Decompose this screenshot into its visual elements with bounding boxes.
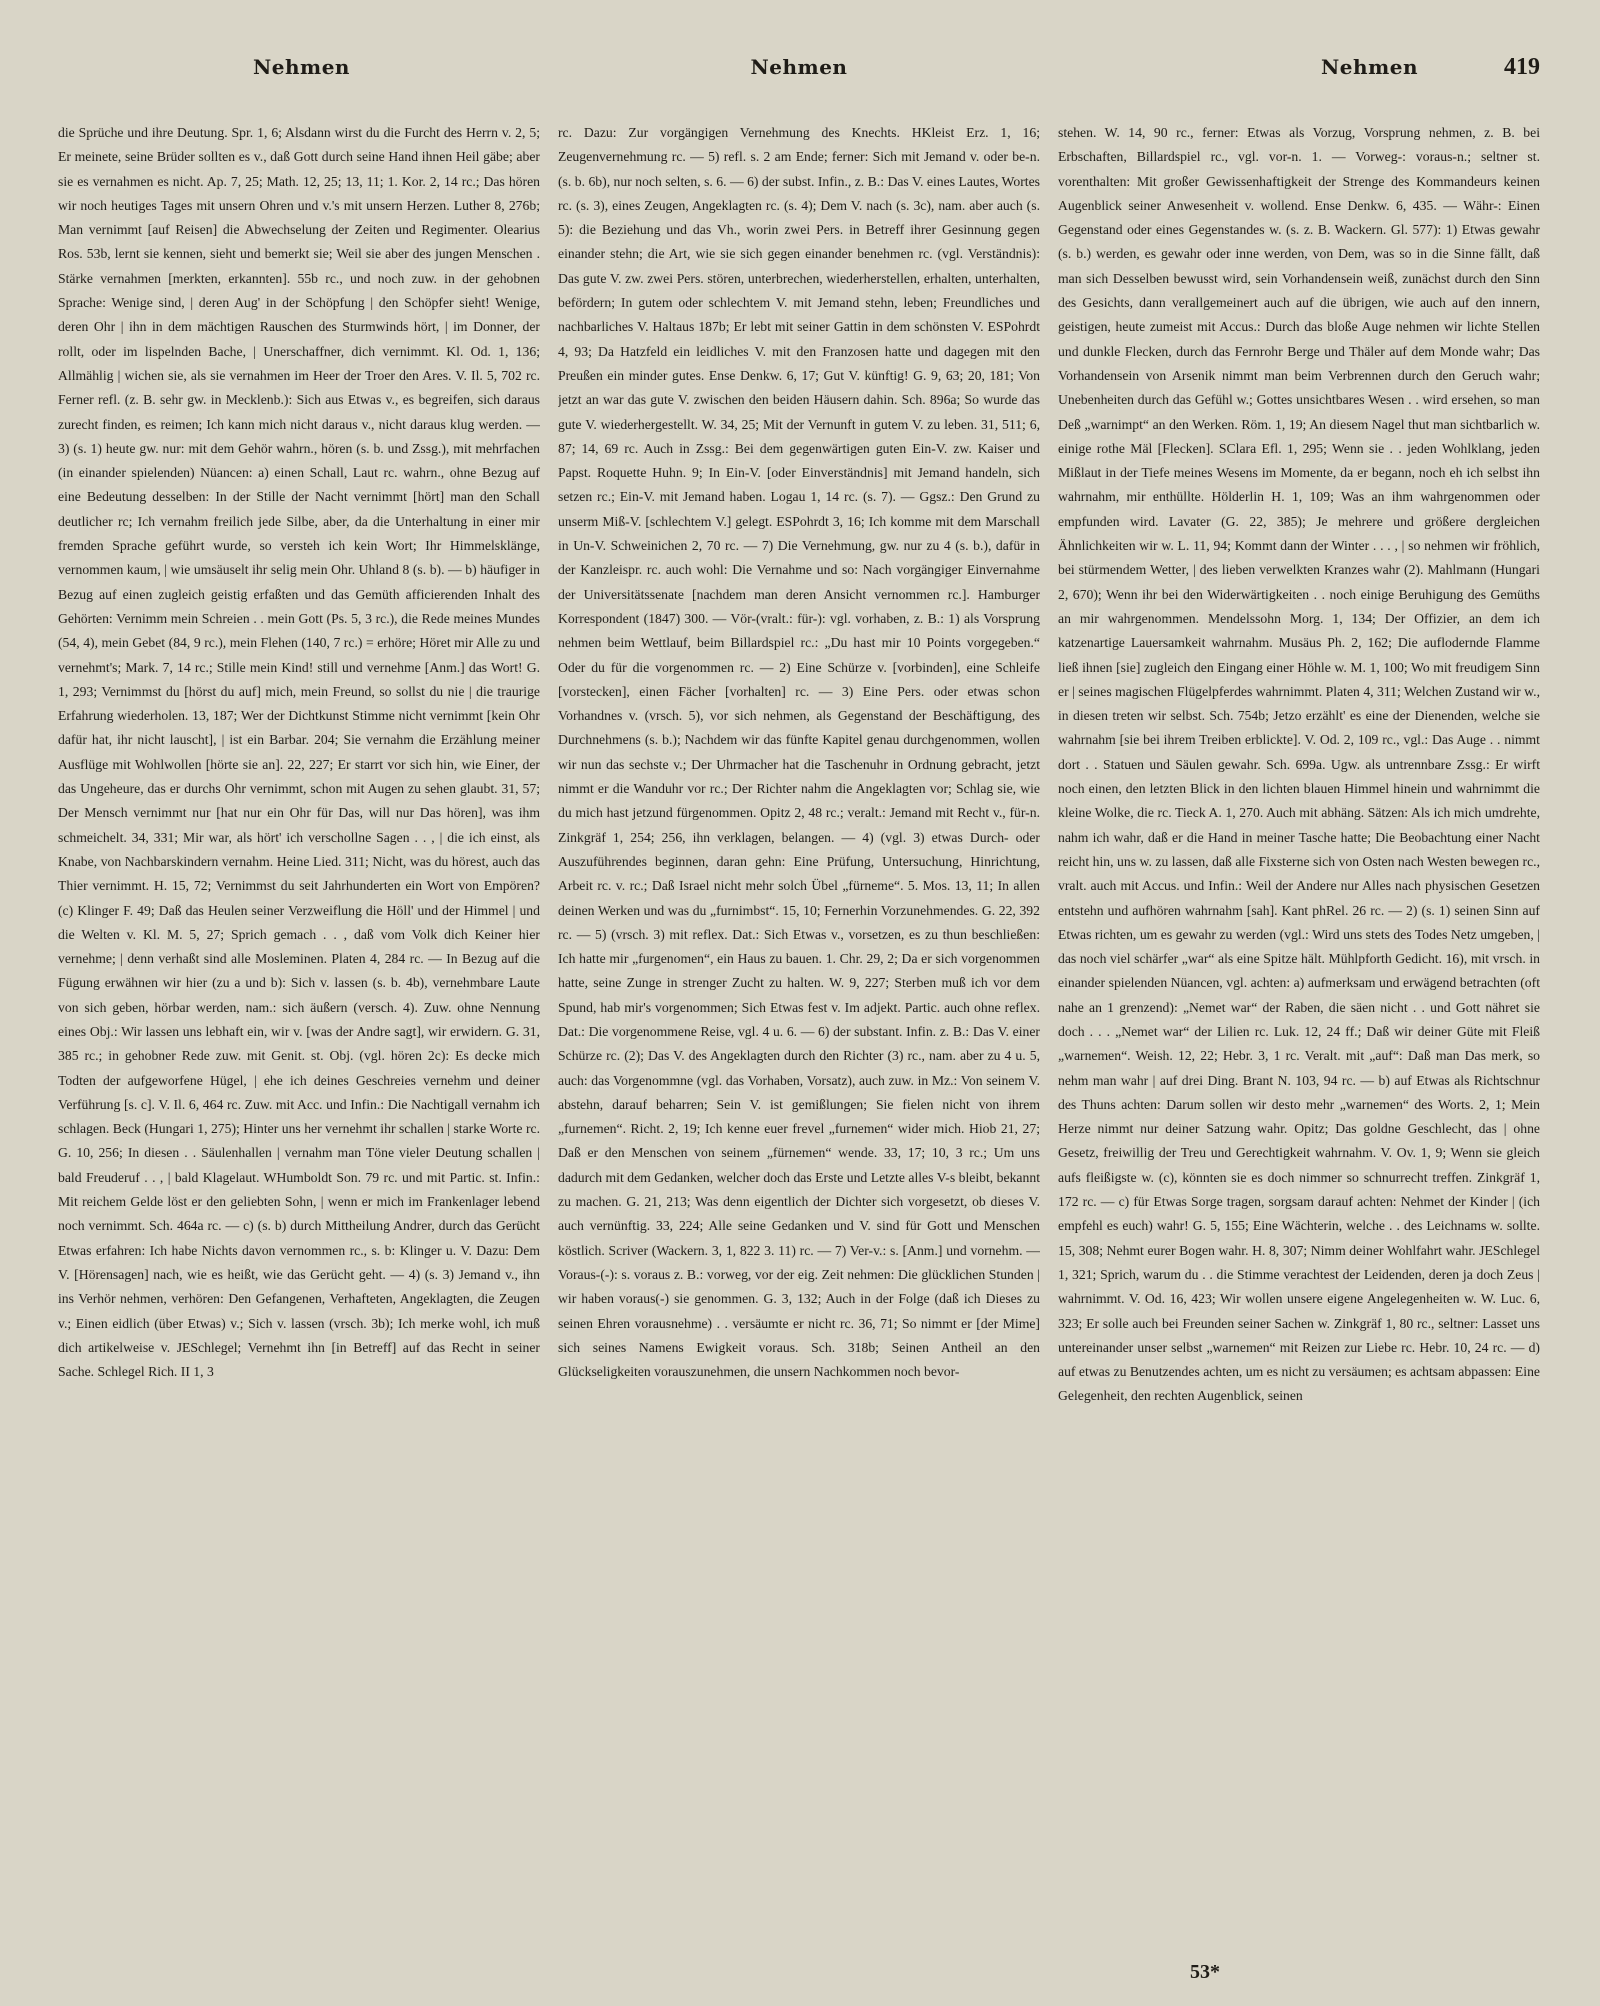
column-1-text: die Sprüche und ihre Deutung. Spr. 1, 6; Alsdann wirst du die Furcht des Herrn v. 2, 5; Er meinete, seine Brüder sollten es v., daß Gott durch seine Hand ihnen Heil gäbe; aber sie es vernahmen es nicht. Ap. 7, 25; Math. 12, 25; 13, 11; 1. Kor. 2, 14 rc.; Das hören wir noch heutiges Tages mit unsern Ohren und v.'s mit unsern Herzen. Luther 8, 276b; Man vernimmt [auf Reisen] die Abwechselung der Zeiten und Regimenter. Olearius Ros. 53b, lernt sie kennen, sieht und bemerkt sie; Weil sie aber des jungen Menschen . Stärke vernahmen [merkten, erkannten]. 55b rc., und noch zuw. in der gehobnen Sprache: Wenige sind, | deren Aug' in der Schöpfung | den Schöpfer sieht! Wenige, deren Ohr | ihn in dem mächtigen Rauschen des Sturmwinds hört, | im Donner, der rollt, oder im lispelnden Bache, | Unerschaffner, dich vernimmt. Kl. Od. 1, 136; Allmählig | wichen sie, als sie vernahmen im Heer der Troer den Ares. V. Il. 5, 702 rc. Ferner refl. (z. B. sehr gw. in Mecklenb.): Sich aus Etwas v., es begreifen, sich daraus zurecht finden, es reimen; Ich kann mich nicht daraus v., nicht daraus klug werden. — 3) (s. 1) heute gw. nur: mit dem Gehör wahrn., hören (s. b. und Zssg.), mit mehrfachen (in einander spielenden) Nüancen: a) einen Schall, Laut rc. wahrn., ohne Bezug auf eine Bedeutung desselben: In der Stille der Nacht vernimmt [hört] man den Schall deutlicher rc; Ich vernahm freilich jede Silbe, aber, da die Unterhaltung in einer mir fremden Sprache geführt wurde, so versteh ich kein Wort; Ihr Himmelsklänge, vernommen kaum, | wie umsäuselt ihr selig mein Ohr. Uhland 8 (s. b). — b) häufiger in Bezug auf einen zugleich geistig erfaßten und das Gemüth afficierenden Inhalt des Gehörten: Vernimm mein Schreien . . mein Gott (Ps. 5, 3 rc.), die Rede meines Mundes (54, 4), mein Gebet (84, 9 rc.), mein Flehen (140, 7 rc.) = erhöre; Höret mir Alle zu und vernehmt's; Mark. 7, 14 rc.; Stille mein Kind! still und vernehme [Anm.] das Wort! G. 1, 293; Vernimmst du [hörst du auf] mich, mein Freund, so sollst du nie | die traurige Erfahrung wiederholen. 13, 187; Wer der Dichtkunst Stimme nicht vernimmt [kein Ohr dafür hat, ihr nicht lauscht], | ist ein Barbar. 204; Sie vernahm die Erzählung meiner Ausflüge mit Wohlwollen [hörte sie an]. 22, 227; Er starrt vor sich hin, wie Einer, der das Ungeheure, das er durchs Ohr vernimmt, schon mit Augen zu sehen glaubt. 31, 57; Der Mensch vernimmt nur [hat nur ein Ohr für Das, will nur Das hören], was ihm schmeichelt. 34, 331; Mir war, als hört' ich verschollne Sagen . . , | die ich einst, als Knabe, von Nachbarskindern vernahm. Heine Lied. 311; Nicht, was du hörest, auch das Thier vernimmt. H. 15, 72; Vernimmst du seit Jahrhunderten ein Wort von Empören? (c) Klinger F. 49; Daß das Heulen seiner Verzweiflung die Höll' und der Himmel | und die Welten v. Kl. M. 5, 27; Sprich gemach . . , daß vom Volk dich Keiner hier vernehme; | denn verhaßt sind alle Mosleminen. Platen 4, 284 rc. — In Bezug auf die Fügung erwähnen wir hier (zu a und b): Sich v. lassen (s. b. 4b), vernehmbare Laute von sich geben, hörbar werden, nam.: sich äußern (versch. 4). Zuw. ohne Nennung eines Obj.: Wir lassen uns lebhaft ein, wir v. [was der Andre sagt], wir erwidern. G. 31, 385 rc.; in gehobner Rede zuw. mit Genit. st. Obj. (vgl. hören 2c): Es decke mich Todten der aufgeworfene Hügel, | ehe ich deines Geschreies vernehm und deiner Verführung [s. c]. V. Il. 6, 464 rc. Zuw. mit Acc. und Infin.: Die Nachtigall vernahm ich schlagen. Beck (Hungari 1, 275); Hinter uns her vernehmt ihr schallen | starke Worte rc. G. 10, 256; In diesen . . Säulenhallen | vernahm man Töne vieler Deutung schallen | bald Freuderuf . . , | bald Klagelaut. WHumboldt Son. 79 rc. und mit Partic. st. Infin.: Mit reichem Gelde löst er den geliebten Sohn, | wenn er mich im Frankenlager lebend noch vernimmt. Sch. 464a rc. — c) (s. b) durch Mittheilung Andrer, durch das Gerücht Etwas erfahren: Ich habe Nichts davon vernommen rc., s. b: Klinger u. V. Dazu: Dem V. [Hörensagen] nach, wie es heißt, wie das Gerücht geht. — 4) (s. 3) Jemand v., ihn ins Verhör nehmen, verhören: Den Gefangenen, Verhafteten, Angeklagten, die Zeugen v.; Einen eidlich (über Etwas) v.; Sich v. lassen (vrsch. 3b); Ich merke wohl, ich muß dich artikelweise v. JESchlegel; Vernehmt ihn [in Betreff] auf das Recht in seiner Sache. Schlegel Rich. II 1, 3 (58, 125, 540, 1380)
header-right-word: Nehmen (1321, 55, 1418, 79)
page-header (58, 54, 1540, 81)
header-right (1046, 54, 1540, 81)
column-2 (558, 121, 1040, 1921)
column-3-text: stehen. W. 14, 90 rc., ferner: Etwas als Vorzug, Vorsprung nehmen, z. B. bei Erbschaften, Billardspiel rc., vgl. vor-n. 1. — Vorweg-: voraus-n.; seltner st. vorenthalten: Mit großer Gewissenhaftigkeit der Strenge des Kommandeurs keinen Augenblick seiner Anwesenheit v. wollend. Ense Denkw. 6, 435. — Währ-: Einen Gegenstand oder eines Gegenstandes w. (s. z. B. Wackern. Gl. 577): 1) Etwas gewahr (s. b.) werden, es gewahr oder inne werden, von Dem, was so in die Sinne fällt, daß man sich Desselben bewusst wird, sein Vorhandensein weiß, zunächst durch den Sinn des Gesichts, dann verallgemeinert auch auf die übrigen, wie auch auf den innern, geistigen, heute zumeist mit Accus.: Durch das bloße Auge nehmen wir lichte Stellen und dunkle Flecken, durch das Fernrohr Berge und Thäler auf dem Monde wahr; Das Vorhandensein von Arsenik nimmt man beim Verbrennen durch den Geruch wahr; Unebenheiten durch das Gefühl w.; Gottes unsichtbares Wesen . . wird ersehen, so man Deß „warnimpt“ an den Werken. Röm. 1, 19; An diesem Nagel thut man sichtbarlich w. einige rothe Mäl [Flecken]. SClara Efl. 1, 295; Wenn sie . . jeden Wohlklang, jeden Mißlaut in der Tiefe meines Wesens im Momente, da er begann, noch eh ich selbst ihn wahrnahm, mir enthüllte. Hölderlin H. 1, 109; Was an ihm wahrgenommen oder empfunden wird. Lavater (G. 22, 385); Je mehrere und größere dergleichen Ähnlichkeiten wir w. L. 11, 94; Kommt dann der Winter . . . , | so nehmen wir fröhlich, bei stürmendem Wetter, | des lieben verwelkten Kranzes wahr (2). Mahlmann (Hungari 2, 670); Wenn ihr bei den Widerwärtigkeiten . . noch einige Beruhigung des Gemüths an mir wahrgenommen. Mendelssohn Morg. 1, 134; Der Offizier, an dem ich katzenartige Lauersamkeit wahrnahm. Musäus Ph. 2, 162; Die auflodernde Flamme ließ ihnen [sie] zugleich den Eingang einer Höhle w. M. 1, 100; Wo mit freudigem Sinn er | seines magischen Flügelpferdes wahrnimmt. Platen 4, 311; Welchen Zustand wir w., in diesen treten wir selbst. Sch. 754b; Jetzo erzählt' es eine der Dienenden, welche sie wahrnahm [sie bei ihrem Treiben erblickte]. V. Od. 2, 109 rc., vgl.: Das Auge . . nimmt dort . . Statuen und Säulen gewahr. Sch. 699a. Ugw. als untrennbare Zssg.: Er wirft noch einen, den letzten Blick in den lichten blauen Himmel hinein und wahrnimmt die kleine Wolke, die rc. Tieck A. 1, 270. Auch mit abhäng. Sätzen: Als ich mich umdrehte, nahm ich wahr, daß er die Hand in meiner Tasche hatte; Die Beobachtung einer Nacht reicht hin, uns w. zu lassen, daß alle Fixsterne sich von Osten nach Westen bewegen rc., vralt. auch mit Accus. und Infin.: Weil der Andere nur Alles nach physischen Gesetzen entstehn und aufhören wahrnahm [sah]. Kant phRel. 26 rc. — 2) (s. 1) seinen Sinn auf Etwas richten, um es gewahr zu werden (vgl.: Wird uns stets des Todes Netz umgeben, | das noch viel schärfer „war“ als eine Spitze hält. Mühlpforth Gedicht. 16), mit vrsch. in einander spielenden Nüancen, vgl. achten: a) aufmerksam und erwägend betrachten (oft nahe an 1 grenzend): „Nemet war“ der Raben, die säen nicht . . und Gott nähret sie doch . . . „Nemet war“ der Lilien rc. Luk. 12, 24 ff.; Daß wir deiner Güte mit Fleiß „warnemen“. Weish. 12, 22; Hebr. 3, 1 rc. Veralt. mit „auf“: Daß man Das merk, so nehm man wahr | auf drei Ding. Brant N. 103, 94 rc. — b) auf Etwas als Richtschnur des Thuns achten: Darum sollen wir desto mehr „warnemen“ des Worts. 2, 1; Mein Herze nimmt nur deiner Satzung wahr. Opitz; Das goldne Geschlecht, das | ohne Gesetz, freiwillig der Treu und Gerechtigkeit wahrnahm. V. Ov. 1, 9; Wenn sie gleich aufs fleißigste w. (c), könnten sie es doch nimmer so schnurrecht treffen. Zinkgräf 1, 172 rc. — c) für Etwas Sorge tragen, sorgsam darauf achten: Nehmet der Kinder | (ich empfehl es euch) wahr! G. 5, 155; Eine Wächterin, welche . . des Leichnams w. sollte. 15, 308; Nehmt eurer Bogen wahr. H. 8, 307; Nimm deiner Wohlfahrt wahr. JESchlegel 1, 321; Sprich, warum du . . die Stimme verachtest der Leidenden, deren ja doch Zeus | wahrnimmt. V. Od. 16, 423; Wir wollen unsere eigene Angelegenheiten w. W. Luc. 6, 323; Er solle auch bei Freunden seiner Sachen w. Zinkgräf 1, 80 rc., seltner: Lasset uns untereinander unser selbst „warnemen“ mit Reizen zur Liebe rc. Hebr. 10, 24 rc. — d) auf etwas zu Benutzendes achten, um es nicht zu versäumen; es achtsam abpassen: Eine Gelegenheit, den rechten Augenblick, seinen (1058, 125, 1540, 1404)
text-columns (58, 121, 1540, 1921)
page-number: 419 (1504, 54, 1540, 80)
header-center-word: Nehmen (750, 55, 848, 79)
column-2-text: rc. Dazu: Zur vorgängigen Vernehmung des Knechts. HKleist Erz. 1, 16; Zeugenvernehmung rc. — 5) refl. s. 2 am Ende; ferner: Sich mit Jemand v. oder be-n. (s. b. 6b), nur noch selten, s. 6. — 6) der subst. Infin., z. B.: Das V. eines Lautes, Wortes rc. (s. 3), eines Zeugen, Angeklagten rc. (s. 4); Dem V. nach (s. 3c), nam. aber auch (s. 5): die Beziehung und das Vh., worin zwei Pers. in Betreff ihrer Gesinnung gegen einander stehn; die Art, wie sie sich gegen einander benehmen rc. (vgl. Verständnis): Das gute V. zw. zwei Pers. stören, unterbrechen, wiederherstellen, erhalten, unterhalten, befördern; In gutem oder schlechtem V. mit Jemand stehn, leben; Freundliches und nachbarliches V. Haltaus 187b; Er lebt mit seiner Gattin in dem schönsten V. ESPohrdt 4, 93; Da Hatzfeld ein leidliches V. mit den Franzosen hatte und dagegen mit den Preußen ein minder gutes. Ense Denkw. 6, 17; Gut V. künftig! G. 9, 63; 20, 181; Von jetzt an war das gute V. zwischen den beiden Häusern dahin. Sch. 896a; So wurde das gute V. wiederhergestellt. W. 34, 25; Mit der Vernunft in gutem V. zu leben. 31, 511; 6, 87; 14, 69 rc. Auch in Zssg.: Bei dem gegenwärtigen guten Ein-V. zw. Kaiser und Papst. Roquette Huhn. 9; In Ein-V. [oder Einverständnis] mit Jemand handeln, sich setzen rc.; Ein-V. mit Jemand haben. Logau 1, 14 rc. (s. 7). — Ggsz.: Den Grund zu unserm Miß-V. [schlechtem V.] gelegt. ESPohrdt 3, 16; Ich komme mit dem Marschall in Un-V. Schweinichen 2, 70 rc. — 7) Die Vernehmung, gw. nur zu 4 (s. b.), dafür in der Kanzleispr. rc. auch wohl: Die Vernahme und so: Nach vorgängiger Einvernahme der Universitätssenate [nachdem man deren Ansicht vernommen rc.]. Hamburger Korrespondent (1847) 300. — Vör-(vralt.: für-): vgl. vorhaben, z. B.: 1) als Vorsprung nehmen beim Wettlauf, beim Billardspiel rc.: „Du hast mir 10 Points vorgegeben.“ Oder du für die vorgenommen rc. — 2) Eine Schürze v. [vorbinden], eine Schleife [vorstecken], einen Fächer [vorhalten] rc. — 3) Eine Pers. oder etwas schon Vorhandnes v. (vrsch. 5), vor sich nehmen, als Gegenstand der Beschäftigung, des Durchnehmens (s. b.); Nachdem wir das fünfte Kapitel genau durchgenommen, wollen wir nun das sechste v.; Der Uhrmacher hat die Taschenuhr in Ordnung gebracht, jetzt nimmt er die Wanduhr vor rc.; Der Richter nahm die Angeklagten vor; Schlag sie, wie du mich hast jetzund fürgenommen. Opitz 2, 48 rc.; veralt.: Jemand mit Recht v., für-n. Zinkgräf 1, 254; 256, ihn verklagen, belangen. — 4) (vgl. 3) etwas Durch- oder Auszuführendes beginnen, daran gehn: Eine Prüfung, Untersuchung, Hinrichtung, Arbeit rc. v. rc.; Daß Israel nicht mehr solch Übel „fürneme“. 5. Mos. 13, 11; In allen deinen Werken und was du „furnimbst“. 15, 10; Fernerhin Vorzunehmendes. G. 22, 392 rc. — 5) (vrsch. 3) mit reflex. Dat.: Sich Etwas v., vorsetzen, es zu thun beschließen: Ich hatte mir „furgenomen“, ein Haus zu bauen. 1. Chr. 29, 2; Da er sich vorgenommen hatte, seine Zunge in strenger Zucht zu halten. W. 9, 227; Sterben muß ich vor dem Spund, hab mir's vorgenommen; Sich Etwas fest v. Im adjekt. Partic. auch ohne reflex. Dat.: Die vorgenommene Reise, vgl. 4 u. 6. — 6) der substant. Infin. z. B.: Das V. einer Schürze rc. (2); Das V. des Angeklagten durch den Richter (3) rc., nam. aber zu 4 u. 5, auch: das Vorgenommne (vgl. das Vorhaben, Vorsatz), auch zuw. in Mz.: Von seinem V. abstehn, darauf beharren; Sein V. ist gemißlungen; Sie fielen nicht von ihrem „furnemen“. Richt. 2, 19; Ich kenne euer frevel „furnemen“ wider mich. Hiob 21, 27; Daß er den Menschen von seinem „fürnemen“ wende. 33, 17; 10, 3 rc.; Um uns dadurch mit dem Gedanken, welcher doch das Erste und Letzte alles V-s bleibt, bekannt zu machen. G. 21, 213; Was denn eigentlich der Dichter sich vorgesetzt, ob dieses V. auch vernünftig. 33, 224; Alle seine Gedanken und V. sind für Gott und Menschen köstlich. Scriver (Wackern. 3, 1, 822 3. 11) rc. — 7) Ver-v.: s. [Anm.] und vornehm. — Voraus-(-): s. voraus z. B.: vorweg, vor der eig. Zeit nehmen: Die glücklichen Stunden | wir haben voraus(-) sie genommen. G. 3, 132; Auch in der Folge (daß ich Dieses zu seinen Ehren vorausnehme) . . versäumte er nicht rc. 36, 71; So nimmt er [der Mime] sich seines Namens Ewigkeit voraus. Sch. 318b; Seinen Antheil an den Glückseligkeiten vorauszunehmen, die unsern Nachkommen noch bevor- (558, 125, 1040, 1380)
header-left-word: Nehmen (253, 55, 350, 79)
column-1 (58, 121, 540, 1921)
column-3 (1058, 121, 1540, 1921)
sheet-signature: 53* (1190, 1961, 1220, 1983)
